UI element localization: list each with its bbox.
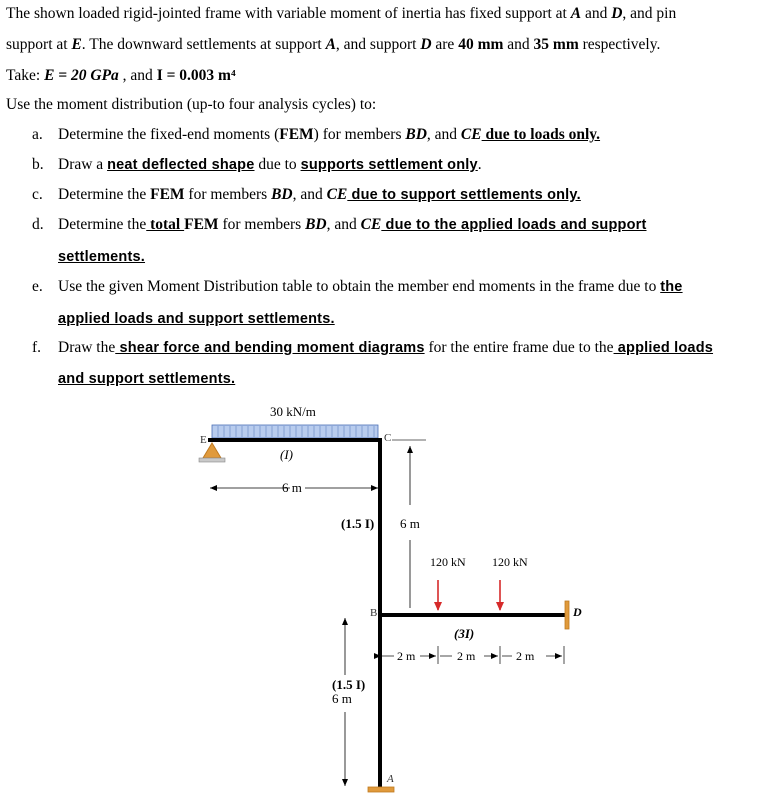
text: respectively. — [578, 36, 661, 53]
text: , and support — [335, 36, 421, 53]
text: , and — [292, 186, 327, 203]
text: , and — [326, 216, 361, 233]
text: total — [146, 216, 185, 233]
node-b: B — [370, 607, 378, 619]
item-label: c. — [32, 186, 43, 203]
udl-band — [212, 425, 378, 438]
dim-label-3: 2 m — [516, 649, 535, 663]
text: are — [431, 36, 459, 53]
text: due to the applied loads and support — [381, 217, 647, 233]
dim-label-2: 2 m — [457, 649, 476, 663]
text: 35 mm — [533, 36, 579, 53]
text: due to loads only. — [481, 126, 601, 143]
text: Determine the fixed-end moments ( — [58, 126, 280, 143]
text: for the entire frame due to the — [424, 339, 614, 356]
text: The shown loaded rigid-jointed frame with variable moment of inertia has fixed support at — [6, 5, 571, 22]
label-I-beam: (3I) — [454, 626, 475, 641]
text: Draw a — [58, 156, 108, 173]
text: supports settlement only — [300, 157, 478, 173]
text: E = 20 GPa — [44, 67, 119, 84]
text: ) for members — [313, 126, 406, 143]
text: 40 mm — [458, 36, 504, 53]
dim-label-1: 2 m — [397, 649, 416, 663]
text: , and — [426, 126, 461, 143]
pin-support-e-base — [199, 458, 225, 462]
text: for members — [184, 186, 272, 203]
text: and — [581, 5, 612, 22]
text: CE — [460, 126, 482, 143]
text: , and — [118, 67, 157, 84]
text: A — [325, 36, 336, 53]
fixed-support-a — [368, 787, 394, 792]
text: the — [660, 279, 683, 295]
label-span-top: 6 m — [282, 480, 302, 495]
fixed-support-d — [565, 601, 569, 629]
text: I = 0.003 m⁴ — [156, 67, 236, 84]
text: due to support settlements only. — [347, 187, 581, 203]
text: , and pin — [622, 5, 677, 22]
text: support at — [6, 36, 72, 53]
text: applied loads — [613, 340, 714, 356]
label-I-lower-col: (1.5 I) — [332, 677, 366, 692]
node-a: A — [387, 773, 394, 785]
text: FEM — [150, 186, 185, 203]
text: D — [420, 36, 432, 53]
text: due to — [254, 156, 301, 173]
text: neat deflected shape — [107, 157, 255, 173]
text: CE — [326, 186, 348, 203]
item-label: e. — [32, 278, 43, 295]
text: A — [570, 5, 582, 22]
text: . — [477, 156, 482, 173]
node-e: E — [200, 434, 207, 446]
text: Draw the — [58, 339, 116, 356]
item-label: f. — [32, 339, 42, 356]
use-line: Use the moment distribution (up-to four analysis cycles) to: — [6, 96, 377, 113]
text: BD — [405, 126, 427, 143]
text: Take: — [6, 67, 45, 84]
node-d: D — [573, 605, 582, 619]
text: BD — [271, 186, 293, 203]
label-h-upper: 6 m — [400, 516, 420, 531]
text: for members — [218, 216, 306, 233]
text: FEM — [184, 216, 219, 233]
text: CE — [360, 216, 382, 233]
text: and — [503, 36, 534, 53]
text: Determine the — [58, 216, 147, 233]
item-label: a. — [32, 126, 43, 143]
label-I-upper-col: (1.5 I) — [341, 516, 375, 531]
text: E — [71, 36, 82, 53]
label-I-top: (I) — [280, 447, 293, 462]
node-c: C — [384, 432, 392, 444]
text: D — [611, 5, 623, 22]
text: BD — [305, 216, 327, 233]
text: . The downward settlements at support — [81, 36, 326, 53]
load-label-1: 120 kN — [430, 555, 466, 569]
text: shear force and bending moment diagrams — [115, 340, 425, 356]
text: and support settlements. — [58, 371, 236, 387]
text: Use the given Moment Distribution table to obtain the member end moments in the frame due to — [58, 278, 661, 295]
text: applied loads and support settlements. — [58, 311, 335, 327]
text: Determine the — [58, 186, 151, 203]
item-label: d. — [32, 216, 44, 233]
text: FEM — [279, 126, 314, 143]
udl-label: 30 kN/m — [270, 404, 316, 419]
label-h-lower: 6 m — [332, 691, 352, 706]
item-label: b. — [32, 156, 44, 173]
text: settlements. — [58, 249, 146, 265]
load-label-2: 120 kN — [492, 555, 528, 569]
